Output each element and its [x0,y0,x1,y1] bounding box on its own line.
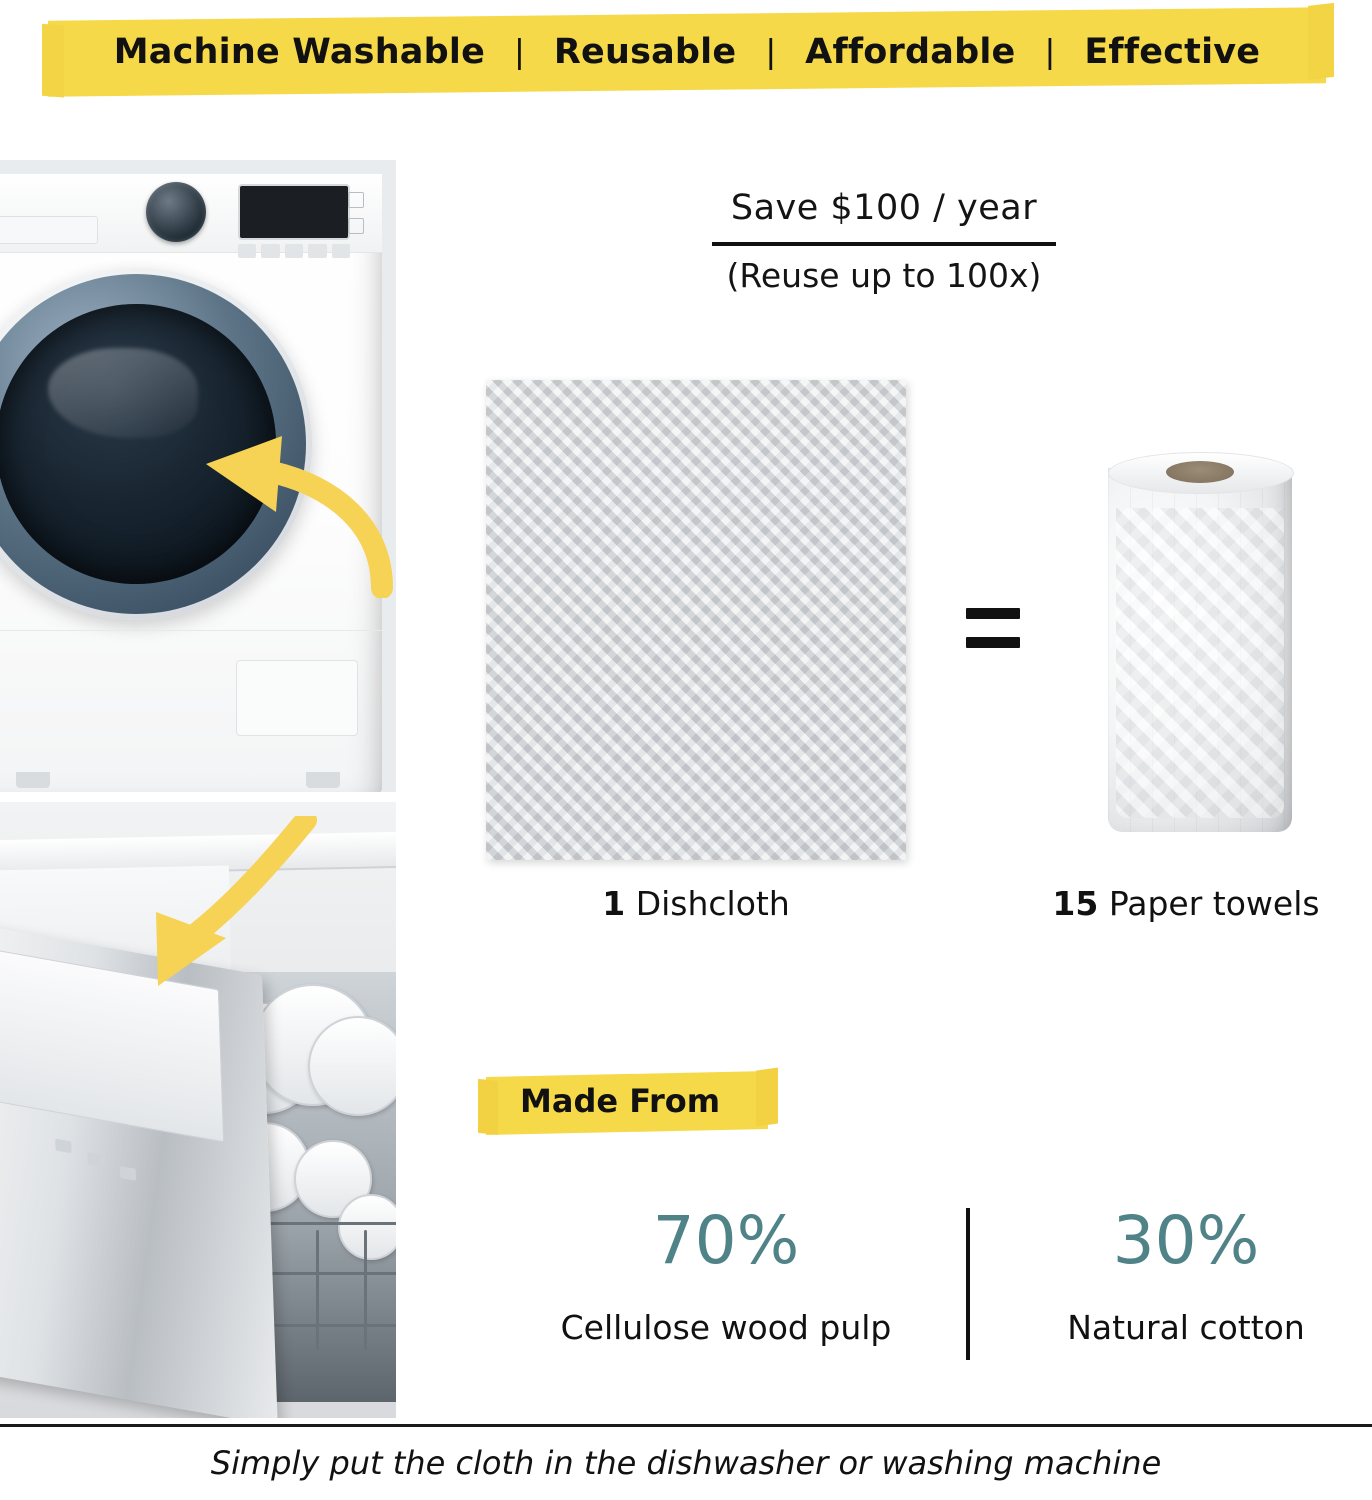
savings-subline: (Reuse up to 100x) [726,256,1042,295]
dishwasher-button-1 [55,1138,71,1153]
footer-caption: Simply put the cloth in the dishwasher or washing machine [210,1444,1162,1482]
arrow-into-washer-icon [186,428,396,598]
equals-icon [966,608,1020,648]
banner-separator: | [1045,32,1055,71]
dishcloth-image [486,380,906,860]
arrow-into-dishwasher-icon [100,816,320,996]
material-cotton [1000,1202,1372,1347]
paper-towel-caption [1000,884,1372,923]
washer-panel-seam [0,630,382,631]
dishcloth-caption [486,884,906,923]
material-cotton-percent: 30% [1112,1202,1260,1279]
washer-program-knob [146,182,206,242]
material-cotton-label: Natural cotton [1067,1308,1305,1347]
washer-foot-left [16,772,50,788]
roll-body [1108,468,1292,832]
savings-callout [706,188,1062,295]
savings-divider [712,242,1056,246]
cup [338,1194,396,1260]
roll-embossing [1116,508,1284,818]
dishwasher-button-3 [120,1166,136,1181]
washer-detergent-drawer [0,216,98,244]
washing-machine-photo [0,160,396,792]
washer-display [238,184,350,240]
material-cellulose [486,1202,966,1347]
paper-towel-roll-image [1108,452,1292,832]
washer-icon-small-1 [348,192,364,208]
footer-divider [0,1424,1372,1427]
dishwasher-button-2 [87,1152,103,1167]
banner-item-affordable: Affordable [805,32,1016,72]
washer-icon-small-2 [348,218,364,234]
dishcloth-count: 1 [602,884,626,923]
savings-headline: Save $100 / year [730,188,1038,228]
banner-item-reusable: Reusable [553,32,737,72]
made-from-title: Made From [520,1082,721,1120]
washer-foot-right [306,772,340,788]
dish-rack-tine [364,1230,367,1350]
dishwasher-photo [0,802,396,1418]
dishcloth-label: Dishcloth [635,884,790,923]
material-divider [966,1208,970,1360]
banner-separator: | [766,32,776,71]
dish-rack-tine [316,1230,319,1350]
washer-door-reflection [48,348,198,438]
washer-filter-hatch [236,660,358,736]
roll-core [1166,461,1234,483]
banner-item-effective: Effective [1084,32,1261,72]
feature-banner [0,0,1372,108]
banner-separator: | [515,32,524,71]
paper-towel-label: Paper towels [1108,884,1320,923]
banner-items-row [48,14,1326,90]
paper-towel-count: 15 [1052,884,1099,923]
material-cellulose-label: Cellulose wood pulp [560,1308,892,1347]
material-cellulose-percent: 70% [652,1202,800,1279]
dishwasher-door [0,922,278,1418]
banner-item-machine-washable: Machine Washable [113,32,486,72]
washer-buttons [238,244,350,258]
